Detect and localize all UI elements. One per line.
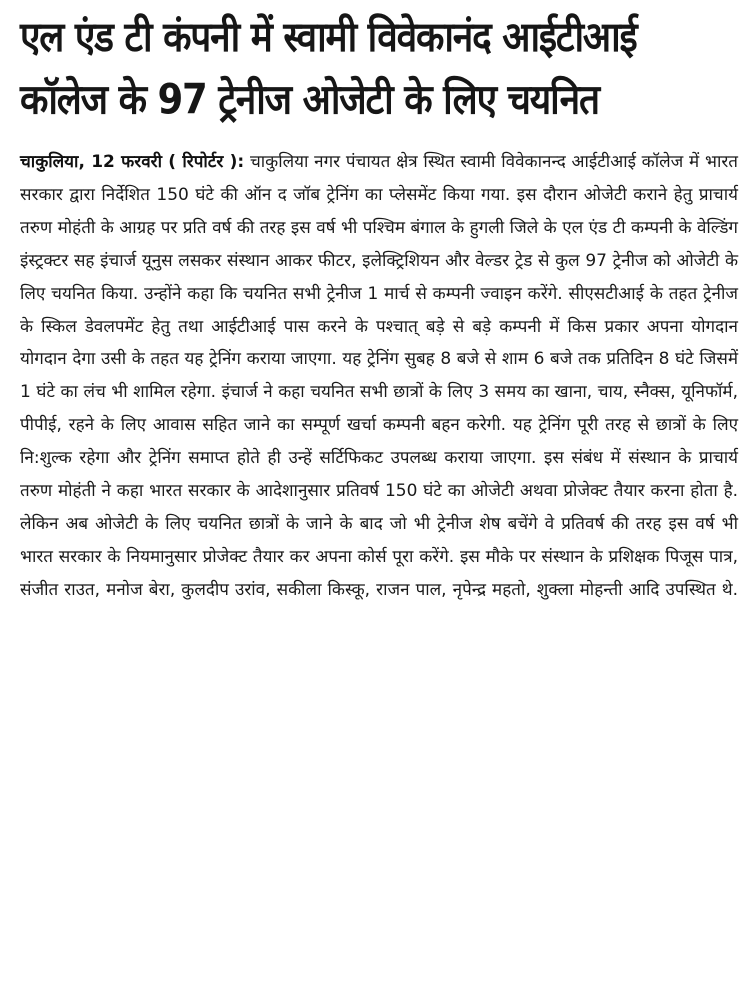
- dateline: चाकुलिया, 12 फरवरी ( रिपोर्टर ):: [20, 152, 245, 172]
- headline: [20, 6, 738, 131]
- article-body-text: चाकुलिया नगर पंचायत क्षेत्र स्थित स्वामी विवेकानन्द आईटीआई कॉलेज में भारत सरकार द्वारा निर्देशित 150 घंटे की ऑन द जॉब ट्रेनिंग का प्लेसमेंट किया गया. इस दौरान ओजेटी कराने हेतु प्राचार्य तरुण मोहंती के आग्रह पर प्रति वर्ष की तरह इस वर्ष भी पश्चिम बंगाल के हुगली जिले के एल एंड टी कम्पनी के वेल्डिंग इंस्ट्रक्टर सह इंचार्ज यूनुस लसकर संस्थान आकर फीटर, इलेक्ट्रिशियन और वेल्डर ट्रेड से कुल 97 ट्रेनीज को ओजेटी के लिए चयनित किया. उन्होंने कहा कि चयनित सभी ट्रेनीज 1 मार्च से कम्पनी ज्वाइन करेंगे. सीएसटीआई के तहत ट्रेनीज के स्किल डेवलपमेंट हेतु तथा आईटीआई पास करने के पश्चात् बड़े से बड़े कम्पनी में किस प्रकार अपना योगदान योगदान देगा उसी के तहत यह ट्रेनिंग कराया जाएगा. यह ट्रेनिंग सुबह 8 बजे से शाम 6 बजे तक प्रतिदिन 8 घंटे जिसमें 1 घंटे का लंच भी शामिल रहेगा. इंचार्ज ने कहा चयनित सभी छात्रों के लिए 3 समय का खाना, चाय, स्नैक्स, यूनिफॉर्म, पीपीई, रहने के लिए आवास सहित जाने का सम्पूर्ण खर्चा कम्पनी बहन करेगी. यह ट्रेनिंग पूरी तरह से छात्रों के लिए नि:शुल्क रहेगा और ट्रेनिंग समाप्त होते ही उन्हें सर्टिफिकट उपलब्ध कराया जाएगा. इस संबंध में संस्थान के प्राचार्य तरुण मोहंती ने कहा भारत सरकार के आदेशानुसार प्रतिवर्ष 150 घंटे का ओजेटी अथवा प्रोजेक्ट तैयार करना होता है. लेकिन अब ओजेटी के लिए चयनित छात्रों के जाने के बाद जो भी ट्रेनीज शेष बचेंगे वे प्रतिवर्ष की तरह इस वर्ष भी भारत सरकार के नियमानुसार प्रोजेक्ट तैयार कर अपना कोर्स पूरा करेंगे. इस मौके पर संस्थान के प्रशिक्षक पिजूस पात्र, संजीत राउत, मनोज बेरा, कुलदीप उरांव, सकीला किस्कू, राजन पाल, नृपेन्द्र महतो, शुक्ला मोहन्ती आदि उपस्थित थे.: [20, 152, 738, 600]
- headline-line-2: कॉलेज के 97 ट्रेनीज ओजेटी के लिए चयनित: [20, 75, 599, 124]
- headline-line-1: एल एंड टी कंपनी में स्वामी विवेकानंद आईटीआई: [20, 12, 637, 61]
- article-body: [20, 146, 738, 607]
